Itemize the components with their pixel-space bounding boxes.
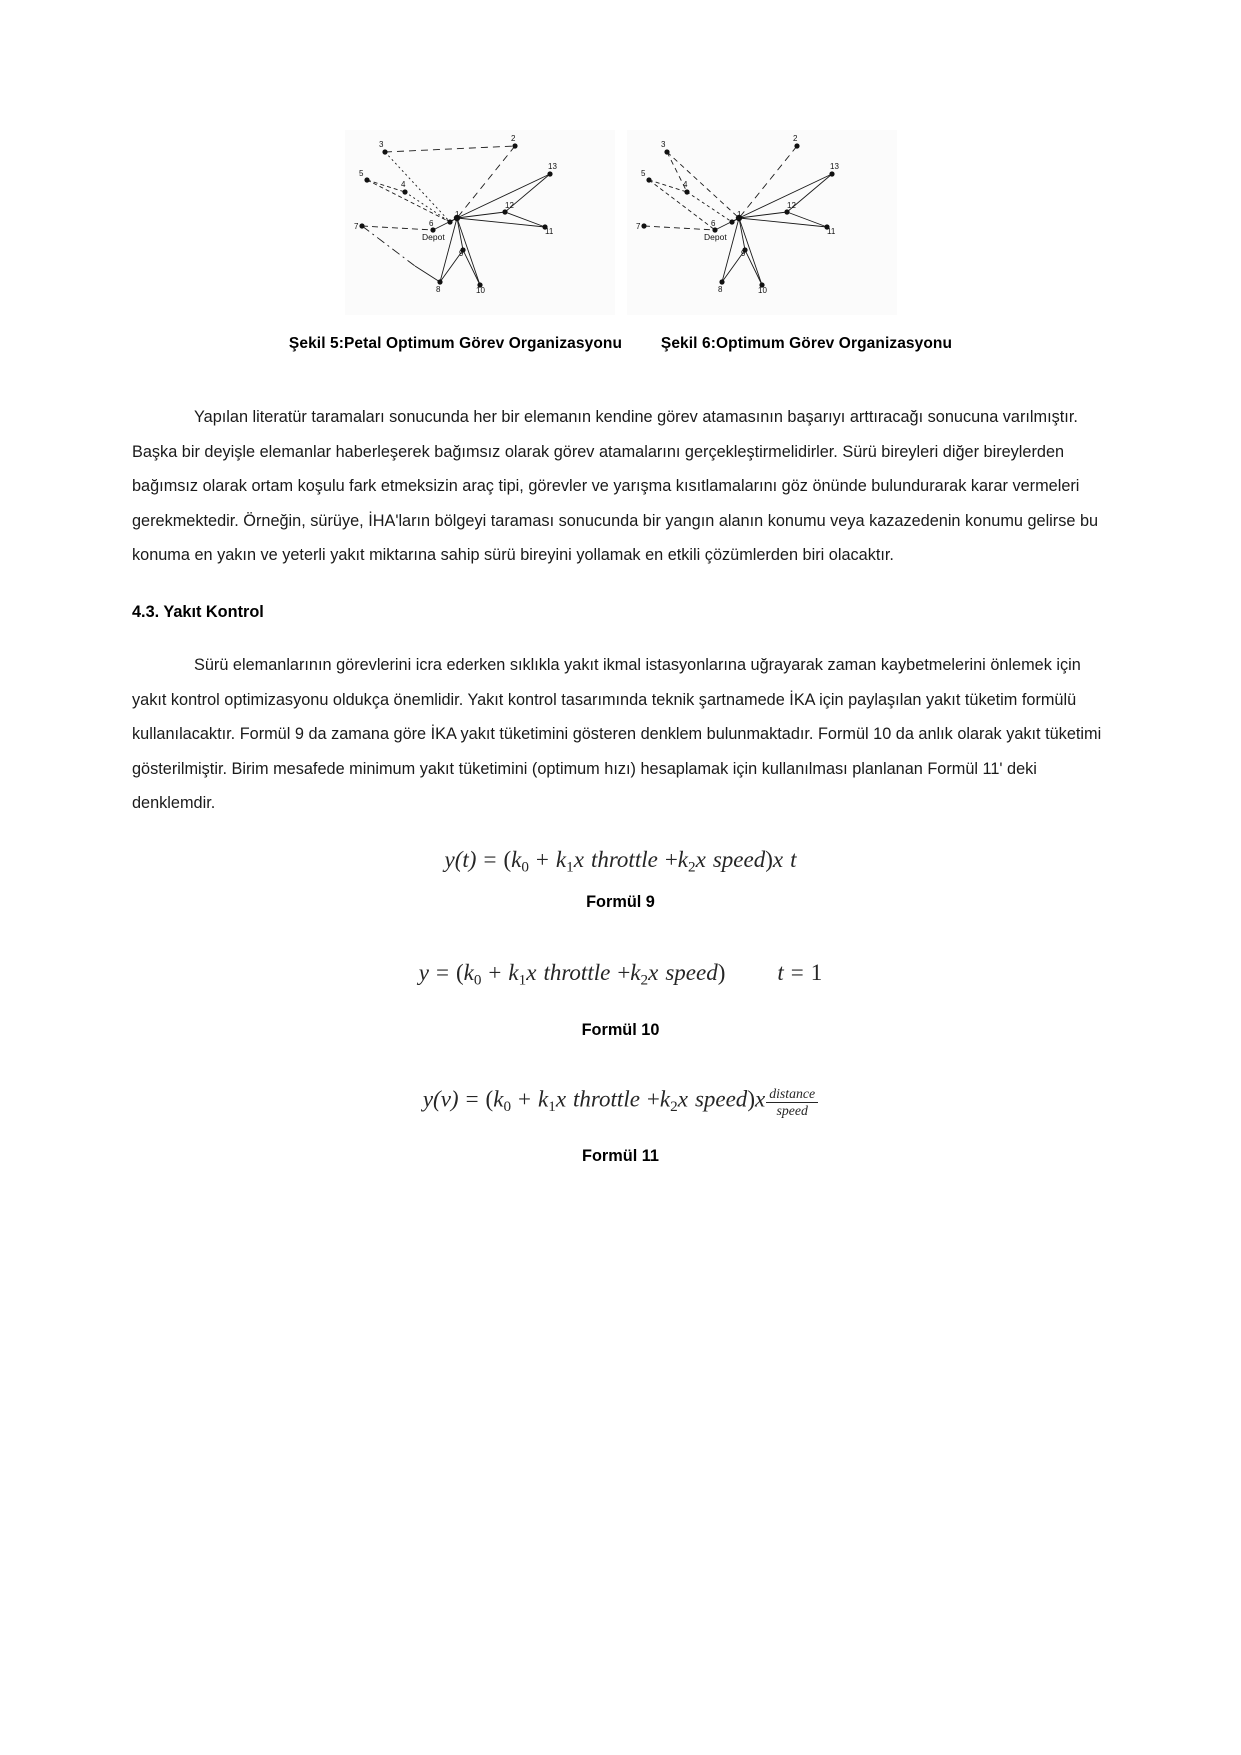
f10-k1-sub: 1 <box>518 971 527 989</box>
f11-k0: k <box>493 1086 504 1112</box>
f11-k2: k <box>659 1086 671 1112</box>
svg-text:5: 5 <box>640 169 645 178</box>
f9-t: t <box>790 847 797 872</box>
svg-text:13: 13 <box>547 162 557 171</box>
f11-open-paren: ( <box>485 1086 494 1112</box>
svg-text:12: 12 <box>504 201 514 210</box>
f11-k1-sub: 1 <box>548 1097 556 1115</box>
paragraph-2-text: Sürü elemanlarının görevlerini icra ederken sıklıkla yakıt ikmal istasyonlarına uğrayarak zaman kaybetmelerini önlemek için yakıt kontrol optimizasyonu oldukça önemlidir. Yakıt kontrol tasarımında teknik şartnamede İKA için paylaşılan yakıt tüketim formülü kullanılacaktır. Formül 9 da zamana göre İKA yakıt tüketimini gösteren denklem bulunmaktadır. Formül 10 da anlık olarak yakıt tüketimi gösterilmiştir. Birim mesafede minimum yakıt tüketimini (optimum hızı) hesaplamak için kullanılması planlanan Formül 11' deki denklemdir. <box>132 656 1102 812</box>
f10-open-paren: ( <box>455 960 464 985</box>
formula-10-expression <box>0 960 1241 989</box>
f9-close-paren: ) <box>765 847 773 872</box>
f11-throttle: throttle <box>573 1086 640 1112</box>
f11-plus-1: + <box>518 1086 532 1112</box>
svg-text:11: 11 <box>826 227 835 236</box>
formula-11-expression <box>0 1085 1241 1118</box>
f11-x-2: x <box>677 1086 688 1112</box>
f10-close-paren: ) <box>717 960 726 985</box>
f11-fraction-numerator: distance <box>769 1086 816 1101</box>
svg-text:11: 11 <box>544 227 553 236</box>
svg-text:8: 8 <box>435 285 440 294</box>
f9-x-3: x <box>772 847 784 872</box>
svg-text:9: 9 <box>740 249 745 258</box>
f10-x-1: x <box>526 960 537 985</box>
f9-k2-sub: 2 <box>688 858 696 876</box>
svg-text:4: 4 <box>400 180 405 189</box>
f10-cond-value: 1 <box>810 960 823 985</box>
f11-arg: (v) <box>433 1086 459 1112</box>
f10-throttle: throttle <box>543 960 611 985</box>
figure-6-caption: Şekil 6:Optimum Görev Organizasyonu <box>660 335 953 352</box>
f9-open-paren: ( <box>503 847 512 872</box>
svg-text:12: 12 <box>786 201 796 210</box>
formula-9-label: Formül 9 <box>586 893 655 911</box>
f9-throttle: throttle <box>590 847 658 872</box>
svg-text:8: 8 <box>717 285 722 294</box>
f10-k0: k <box>463 960 474 985</box>
svg-text:1: 1 <box>736 210 741 219</box>
paragraph-fuel-control <box>132 648 1110 821</box>
figure-5-image <box>345 130 615 315</box>
f9-x-2: x <box>695 847 706 872</box>
f9-k0-sub: 0 <box>521 858 529 876</box>
svg-text:4: 4 <box>682 180 687 189</box>
f11-k0-sub: 0 <box>503 1097 512 1115</box>
svg-text:Depot: Depot <box>703 232 727 242</box>
formula-10-label: Formül 10 <box>581 1021 660 1039</box>
f9-arg: (t) <box>454 847 477 872</box>
formula-11-label: Formül 11 <box>582 1147 659 1165</box>
f10-k0-sub: 0 <box>473 971 482 989</box>
f11-speed: speed <box>694 1086 748 1112</box>
f11-fraction-denominator: speed <box>766 1102 818 1119</box>
f11-close-paren: ) <box>747 1086 755 1112</box>
svg-text:13: 13 <box>829 162 839 171</box>
f10-y: y <box>418 960 429 985</box>
svg-text:3: 3 <box>378 140 383 149</box>
f9-k1: k <box>555 847 567 872</box>
f10-cond-t: t <box>777 960 784 985</box>
f10-k2-sub: 2 <box>640 971 649 989</box>
f10-equals: = <box>435 960 449 985</box>
svg-text:2: 2 <box>792 134 797 143</box>
f9-plus-1: + <box>535 847 549 872</box>
svg-text:1: 1 <box>454 210 459 219</box>
f11-y: y <box>422 1086 434 1112</box>
paragraph-1-text: Yapılan literatür taramaları sonucunda her bir elemanın kendine görev atamasının başarıyı arttıracağı sonucuna varılmıştır. Başka bir deyişle elemanlar haberleşerek bağımsız olarak görev atamalarını gerçekleştirmelidirler. Sürü bireyleri diğer bireylerden bağımsız olarak ortam koşulu fark etmeksizin araç tipi, görevler ve yarışma kısıtlamalarını göz önünde bulundurarak karar vermeleri gerekmektedir. Örneğin, sürüye, İHA'ların bölgeyi taraması sonucunda bir yangın alanın konumu veya kazazedenin konumu gelirse bu konuma en yakın ve yeterli yakıt miktarına sahip sürü bireyini yollamak en etkili çözümlerden biri olacaktır. <box>132 408 1099 564</box>
f9-y: y <box>444 847 455 872</box>
f10-x-2: x <box>648 960 659 985</box>
f9-x-1: x <box>573 847 584 872</box>
svg-text:9: 9 <box>458 249 463 258</box>
f11-fraction <box>766 1086 818 1119</box>
svg-text:6: 6 <box>428 219 433 228</box>
figure-captions <box>0 335 1241 353</box>
svg-text:7: 7 <box>635 222 640 231</box>
svg-text:3: 3 <box>660 140 665 149</box>
section-heading-4-3: 4.3. Yakıt Kontrol <box>132 603 264 621</box>
f10-plus-2: + <box>617 960 631 985</box>
f10-k2: k <box>630 960 641 985</box>
figure-5-caption: Şekil 5:Petal Optimum Görev Organizasyonu <box>288 335 623 352</box>
svg-text:10: 10 <box>757 286 767 295</box>
f9-k0: k <box>511 847 522 872</box>
f10-k1: k <box>508 960 519 985</box>
svg-text:10: 10 <box>475 286 485 295</box>
f9-plus-2: + <box>664 847 678 872</box>
f11-equals: = <box>465 1086 479 1112</box>
f11-x-1: x <box>555 1086 567 1112</box>
f10-cond-equals: = <box>790 960 804 985</box>
f11-plus-2: + <box>646 1086 660 1112</box>
svg-text:Depot: Depot <box>421 232 445 242</box>
f9-k1-sub: 1 <box>566 858 574 876</box>
f11-x-3: x <box>754 1086 766 1112</box>
paragraph-literature-review <box>132 400 1110 573</box>
f9-k2: k <box>677 847 689 872</box>
formula-9-expression <box>0 847 1241 876</box>
svg-text:2: 2 <box>510 134 515 143</box>
svg-text:7: 7 <box>353 222 358 231</box>
f11-k2-sub: 2 <box>670 1097 678 1115</box>
f9-equals: = <box>483 847 497 872</box>
svg-text:6: 6 <box>710 219 715 228</box>
f10-speed: speed <box>665 960 718 985</box>
svg-text:5: 5 <box>358 169 363 178</box>
f10-plus-1: + <box>488 960 502 985</box>
f9-speed: speed <box>712 847 766 872</box>
f11-k1: k <box>538 1086 549 1112</box>
figures-row <box>0 130 1241 315</box>
figure-6-image <box>627 130 897 315</box>
